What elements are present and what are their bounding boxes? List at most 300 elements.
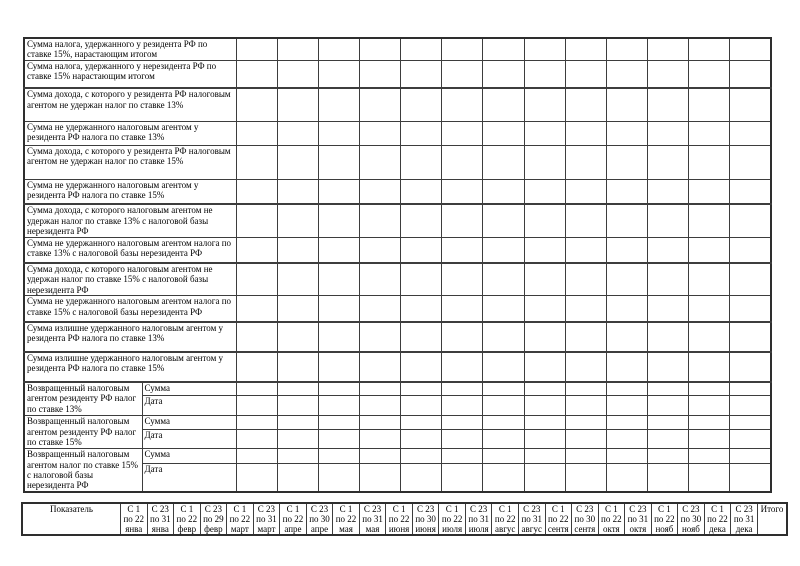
empty-data-cell	[483, 88, 524, 121]
empty-data-cell	[606, 463, 647, 492]
empty-data-cell	[401, 145, 442, 179]
period-header-cell	[678, 503, 705, 535]
period-line: С 23	[151, 504, 169, 514]
empty-data-cell	[565, 382, 606, 396]
period-line: март	[257, 523, 276, 534]
empty-data-cell	[647, 396, 688, 416]
empty-data-cell	[401, 237, 442, 263]
empty-data-cell	[236, 179, 277, 204]
empty-data-cell	[689, 88, 730, 121]
indicator-header-cell: Показатель	[22, 503, 121, 535]
empty-data-cell	[236, 38, 277, 60]
row-label: Возвращенный налоговым агентом налог по ставке 15% с налоговой базы нерезидента РФ	[24, 449, 142, 492]
row-label: Сумма излишне удержанного налоговым агентом у резидента РФ налога по ставке 13%	[24, 322, 236, 352]
period-line: по 22	[229, 513, 251, 524]
empty-data-cell	[689, 60, 730, 88]
period-header-cell	[359, 503, 386, 535]
table-row	[24, 38, 771, 60]
empty-data-cell	[606, 204, 647, 237]
total-header-cell: Итого	[758, 503, 788, 535]
period-line: С 1	[339, 504, 353, 514]
empty-data-cell	[647, 430, 688, 449]
empty-data-cell	[442, 322, 483, 352]
empty-data-cell	[401, 204, 442, 237]
empty-data-cell	[606, 322, 647, 352]
period-header-cell	[572, 503, 599, 535]
period-line: февр	[177, 523, 197, 534]
period-header-cell	[200, 503, 227, 535]
period-line: С 23	[629, 504, 647, 514]
empty-data-cell	[524, 296, 565, 322]
empty-data-cell	[524, 463, 565, 492]
period-header-cell	[492, 503, 519, 535]
empty-data-cell	[565, 145, 606, 179]
empty-data-cell	[565, 416, 606, 430]
period-line: С 1	[233, 504, 247, 514]
period-line: по 31	[627, 513, 649, 524]
empty-data-cell	[401, 38, 442, 60]
period-line: С 23	[682, 504, 700, 514]
empty-data-cell	[565, 396, 606, 416]
period-line: по 22	[654, 513, 675, 524]
empty-data-cell	[442, 263, 483, 296]
empty-data-cell	[401, 449, 442, 463]
ndfl-register-continuation-table	[23, 37, 772, 493]
empty-data-cell	[236, 352, 277, 382]
table-row	[24, 322, 771, 352]
period-line: С 23	[204, 504, 222, 514]
empty-data-cell	[483, 430, 524, 449]
period-line: С 1	[551, 504, 565, 514]
period-line: апре	[310, 523, 329, 534]
period-line: мая	[365, 523, 380, 534]
empty-data-cell	[730, 430, 771, 449]
period-line: С 23	[416, 504, 435, 514]
period-line: С 1	[445, 504, 459, 514]
empty-data-cell	[483, 145, 524, 179]
period-line: С 1	[711, 504, 724, 514]
empty-data-cell	[318, 449, 359, 463]
table-row	[24, 382, 771, 396]
empty-data-cell	[401, 352, 442, 382]
empty-data-cell	[318, 38, 359, 60]
empty-data-cell	[524, 430, 565, 449]
row-label: Сумма не удержанного налоговым агентом у резидента РФ налога по ставке 15%	[24, 179, 236, 204]
empty-data-cell	[606, 382, 647, 396]
empty-data-cell	[318, 237, 359, 263]
empty-data-cell	[524, 121, 565, 145]
empty-data-cell	[277, 38, 318, 60]
empty-data-cell	[277, 88, 318, 121]
period-header-cell	[174, 503, 201, 535]
period-header-cell	[306, 503, 333, 535]
empty-data-cell	[647, 296, 688, 322]
period-header-cell	[121, 503, 148, 535]
sub-row-label-sum: Сумма	[142, 416, 236, 430]
empty-data-cell	[524, 449, 565, 463]
empty-data-cell	[277, 179, 318, 204]
period-header-cell	[280, 503, 307, 535]
empty-data-cell	[606, 352, 647, 382]
empty-data-cell	[565, 322, 606, 352]
empty-data-cell	[236, 296, 277, 322]
empty-data-cell	[565, 179, 606, 204]
period-line: по 31	[150, 513, 171, 524]
empty-data-cell	[606, 38, 647, 60]
empty-data-cell	[401, 88, 442, 121]
period-header-cell	[518, 503, 545, 535]
empty-data-cell	[401, 263, 442, 296]
empty-data-cell	[606, 60, 647, 88]
empty-data-cell	[689, 416, 730, 430]
empty-data-cell	[442, 396, 483, 416]
empty-data-cell	[318, 382, 359, 396]
empty-data-cell	[483, 263, 524, 296]
period-line: С 1	[604, 504, 618, 514]
period-line: июля	[468, 523, 489, 534]
period-line: С 1	[180, 504, 194, 514]
empty-data-cell	[442, 352, 483, 382]
empty-data-cell	[524, 352, 565, 382]
empty-data-cell	[401, 179, 442, 204]
empty-data-cell	[647, 145, 688, 179]
empty-data-cell	[318, 430, 359, 449]
empty-data-cell	[730, 60, 771, 88]
sub-row-label-date: Дата	[142, 463, 236, 492]
period-line: мая	[339, 523, 353, 534]
empty-data-cell	[524, 60, 565, 88]
period-line: нояб	[681, 523, 700, 534]
empty-data-cell	[277, 121, 318, 145]
table-row	[24, 204, 771, 237]
period-line: февр	[204, 523, 223, 534]
empty-data-cell	[524, 322, 565, 352]
empty-data-cell	[647, 263, 688, 296]
empty-data-cell	[318, 296, 359, 322]
period-line: по 30	[309, 513, 330, 524]
empty-data-cell	[318, 179, 359, 204]
empty-data-cell	[606, 416, 647, 430]
empty-data-cell	[730, 449, 771, 463]
empty-data-cell	[277, 463, 318, 492]
empty-data-cell	[442, 382, 483, 396]
period-line: С 1	[127, 504, 141, 514]
empty-data-cell	[565, 430, 606, 449]
empty-data-cell	[359, 145, 400, 179]
empty-data-cell	[647, 322, 688, 352]
empty-data-cell	[565, 237, 606, 263]
empty-data-cell	[442, 60, 483, 88]
empty-data-cell	[236, 145, 277, 179]
period-line: по 30	[680, 513, 702, 524]
period-line: С 1	[658, 504, 671, 514]
empty-data-cell	[359, 204, 400, 237]
empty-data-cell	[524, 237, 565, 263]
empty-data-cell	[606, 263, 647, 296]
empty-data-cell	[483, 322, 524, 352]
empty-data-cell	[565, 263, 606, 296]
empty-data-cell	[359, 121, 400, 145]
period-header-cell	[439, 503, 466, 535]
empty-data-cell	[483, 296, 524, 322]
empty-data-cell	[647, 382, 688, 396]
empty-data-cell	[236, 430, 277, 449]
empty-data-cell	[647, 463, 688, 492]
empty-data-cell	[730, 382, 771, 396]
empty-data-cell	[318, 121, 359, 145]
empty-data-cell	[565, 204, 606, 237]
period-line: по 22	[282, 513, 304, 524]
period-line: сентя	[574, 523, 596, 534]
empty-data-cell	[277, 296, 318, 322]
empty-data-cell	[277, 430, 318, 449]
period-line: по 22	[335, 513, 357, 524]
empty-data-cell	[359, 296, 400, 322]
row-label: Возвращенный налоговым агентом резиденту РФ налог по ставке 15%	[24, 416, 142, 449]
empty-data-cell	[730, 179, 771, 204]
row-label: Сумма излишне удержанного налоговым агентом у резидента РФ налога по ставке 15%	[24, 352, 236, 382]
empty-data-cell	[401, 382, 442, 396]
empty-data-cell	[401, 322, 442, 352]
empty-data-cell	[689, 179, 730, 204]
empty-data-cell	[647, 416, 688, 430]
empty-data-cell	[442, 416, 483, 430]
empty-data-cell	[483, 352, 524, 382]
empty-data-cell	[730, 463, 771, 492]
empty-data-cell	[565, 463, 606, 492]
row-label: Сумма не удержанного налоговым агентом у резидента РФ налога по ставке 13%	[24, 121, 236, 145]
empty-data-cell	[401, 60, 442, 88]
empty-data-cell	[359, 382, 400, 396]
empty-data-cell	[689, 396, 730, 416]
table-row	[24, 88, 771, 121]
empty-data-cell	[442, 179, 483, 204]
empty-data-cell	[689, 237, 730, 263]
empty-data-cell	[236, 449, 277, 463]
empty-data-cell	[318, 60, 359, 88]
empty-data-cell	[277, 416, 318, 430]
empty-data-cell	[483, 38, 524, 60]
row-label: Сумма налога, удержанного у резидента РФ по ставке 15%, нарастающим итогом	[24, 38, 236, 60]
empty-data-cell	[689, 449, 730, 463]
empty-data-cell	[318, 416, 359, 430]
period-line: по 31	[468, 513, 489, 524]
empty-data-cell	[236, 60, 277, 88]
empty-data-cell	[359, 38, 400, 60]
empty-data-cell	[442, 430, 483, 449]
empty-data-cell	[442, 145, 483, 179]
empty-data-cell	[689, 382, 730, 396]
empty-data-cell	[483, 60, 524, 88]
table-row	[24, 121, 771, 145]
empty-data-cell	[277, 263, 318, 296]
period-header-cell	[545, 503, 572, 535]
empty-data-cell	[483, 237, 524, 263]
empty-data-cell	[483, 416, 524, 430]
empty-data-cell	[730, 38, 771, 60]
empty-data-cell	[483, 396, 524, 416]
empty-data-cell	[606, 179, 647, 204]
empty-data-cell	[730, 263, 771, 296]
row-label: Сумма не удержанного налоговым агентом налога по ставке 15% с налоговой базы нерезидента РФ	[24, 296, 236, 322]
empty-data-cell	[606, 449, 647, 463]
period-line: по 22	[388, 513, 410, 524]
empty-data-cell	[277, 60, 318, 88]
period-line: по 22	[176, 513, 198, 524]
empty-data-cell	[277, 322, 318, 352]
empty-data-cell	[236, 463, 277, 492]
period-line: по 31	[733, 513, 755, 524]
empty-data-cell	[565, 352, 606, 382]
empty-data-cell	[318, 88, 359, 121]
empty-data-cell	[483, 179, 524, 204]
empty-data-cell	[318, 145, 359, 179]
period-line: март	[230, 523, 249, 534]
period-line: по 22	[707, 513, 728, 524]
empty-data-cell	[524, 38, 565, 60]
empty-data-cell	[277, 396, 318, 416]
empty-data-cell	[401, 463, 442, 492]
period-header-cell	[412, 503, 439, 535]
empty-data-cell	[236, 204, 277, 237]
empty-data-cell	[359, 396, 400, 416]
period-line: С 23	[363, 504, 382, 514]
empty-data-cell	[483, 382, 524, 396]
period-line: нояб	[655, 523, 674, 534]
table-row	[24, 263, 771, 296]
empty-data-cell	[483, 449, 524, 463]
empty-data-cell	[606, 430, 647, 449]
empty-data-cell	[359, 322, 400, 352]
period-line: по 31	[521, 513, 543, 524]
empty-data-cell	[606, 88, 647, 121]
row-label: Сумма дохода, с которого налоговым агентом не удержан налог по ставке 13% с налоговой базы нерезидента РФ	[24, 204, 236, 237]
empty-data-cell	[565, 296, 606, 322]
empty-data-cell	[524, 263, 565, 296]
empty-data-cell	[277, 145, 318, 179]
empty-data-cell	[442, 237, 483, 263]
empty-data-cell	[647, 121, 688, 145]
empty-data-cell	[359, 352, 400, 382]
period-line: по 30	[415, 513, 436, 524]
period-line: С 23	[523, 504, 541, 514]
empty-data-cell	[236, 416, 277, 430]
empty-data-cell	[689, 145, 730, 179]
table-row	[24, 352, 771, 382]
period-line: по 22	[547, 513, 569, 524]
empty-data-cell	[647, 449, 688, 463]
period-header-cell	[386, 503, 413, 535]
empty-data-cell	[359, 237, 400, 263]
period-line: июня	[415, 523, 436, 534]
empty-data-cell	[524, 179, 565, 204]
period-header-cell	[704, 503, 731, 535]
period-header-cell	[651, 503, 678, 535]
empty-data-cell	[442, 204, 483, 237]
empty-data-cell	[236, 121, 277, 145]
empty-data-cell	[565, 121, 606, 145]
empty-data-cell	[401, 121, 442, 145]
period-header-cell	[465, 503, 492, 535]
empty-data-cell	[730, 145, 771, 179]
empty-data-cell	[401, 430, 442, 449]
sub-row-label-sum: Сумма	[142, 382, 236, 396]
period-header-cell	[253, 503, 280, 535]
period-header-cell	[625, 503, 652, 535]
table-row	[24, 237, 771, 263]
empty-data-cell	[647, 352, 688, 382]
empty-data-cell	[689, 38, 730, 60]
empty-data-cell	[689, 121, 730, 145]
empty-data-cell	[359, 179, 400, 204]
empty-data-cell	[647, 88, 688, 121]
empty-data-cell	[524, 416, 565, 430]
period-header-cell	[227, 503, 254, 535]
empty-data-cell	[689, 352, 730, 382]
period-line: дека	[735, 523, 753, 534]
table-row	[24, 296, 771, 322]
empty-data-cell	[730, 322, 771, 352]
period-line: С 23	[470, 504, 488, 514]
period-line: по 31	[256, 513, 277, 524]
period-line: по 22	[123, 513, 145, 524]
empty-data-cell	[277, 382, 318, 396]
empty-data-cell	[442, 88, 483, 121]
period-line: по 22	[441, 513, 463, 524]
period-line: июля	[442, 523, 463, 534]
period-line: авгус	[494, 523, 516, 534]
empty-data-cell	[236, 396, 277, 416]
empty-data-cell	[483, 204, 524, 237]
sub-row-label-sum: Сумма	[142, 449, 236, 463]
table-row	[24, 179, 771, 204]
sub-row-label-date: Дата	[142, 430, 236, 449]
table-row	[24, 145, 771, 179]
empty-data-cell	[277, 449, 318, 463]
header-row	[22, 503, 787, 535]
empty-data-cell	[565, 60, 606, 88]
empty-data-cell	[606, 145, 647, 179]
period-line: октя	[602, 523, 620, 534]
empty-data-cell	[401, 296, 442, 322]
empty-data-cell	[689, 322, 730, 352]
empty-data-cell	[318, 396, 359, 416]
period-line: по 30	[574, 513, 596, 524]
empty-data-cell	[442, 463, 483, 492]
empty-data-cell	[730, 237, 771, 263]
empty-data-cell	[606, 121, 647, 145]
empty-data-cell	[359, 430, 400, 449]
table-row	[24, 449, 771, 463]
period-line: С 23	[310, 504, 329, 514]
empty-data-cell	[647, 179, 688, 204]
empty-data-cell	[689, 463, 730, 492]
empty-data-cell	[730, 416, 771, 430]
period-header-table	[21, 502, 788, 536]
empty-data-cell	[524, 204, 565, 237]
empty-data-cell	[359, 263, 400, 296]
period-line: апре	[284, 523, 302, 534]
period-header-cell	[598, 503, 625, 535]
period-header-cell	[731, 503, 758, 535]
period-line: июня	[388, 523, 410, 534]
empty-data-cell	[236, 322, 277, 352]
period-line: С 1	[498, 504, 512, 514]
empty-data-cell	[318, 263, 359, 296]
empty-data-cell	[524, 88, 565, 121]
empty-data-cell	[442, 449, 483, 463]
empty-data-cell	[524, 382, 565, 396]
